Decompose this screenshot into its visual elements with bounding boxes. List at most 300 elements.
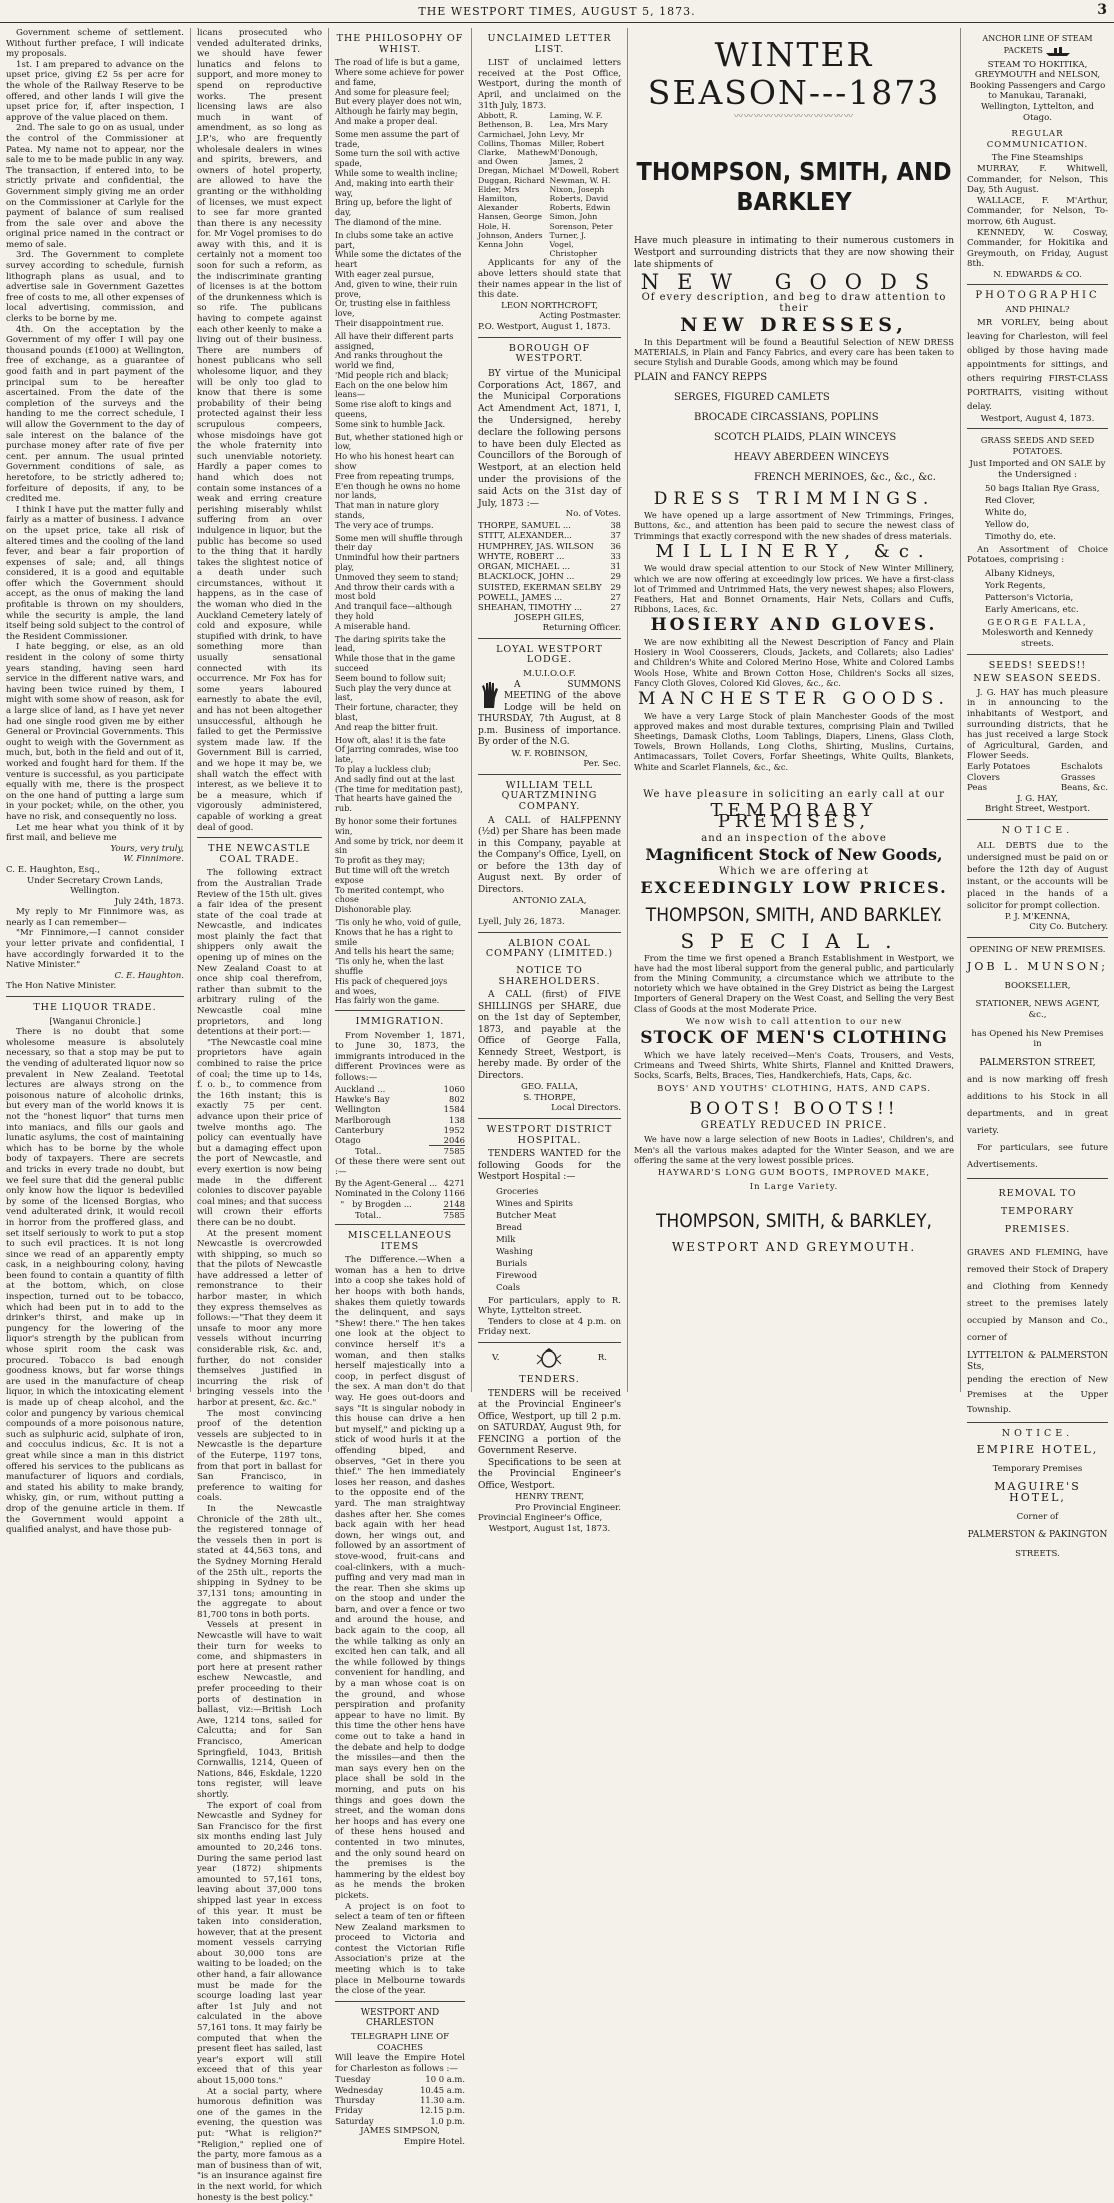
ship-item: WALLACE, F. M'Arthur, Commander, for Nelson, To-morrow, 6th August.: [967, 195, 1108, 227]
firm-name-2: THOMPSON, SMITH, AND BARKLEY.: [645, 903, 943, 926]
debts-text: ALL DEBTS due to the undersigned must be paid on or before the 12th day of August instant, or the accounts will be placed in the hands of a solicitor for prompt collection.: [967, 840, 1108, 911]
list-item: Peas: [967, 783, 988, 794]
special-heading: SPECIAL.: [680, 928, 908, 953]
divider: [478, 337, 621, 338]
page-number: 3: [1097, 2, 1108, 18]
hayward-text: HAYWARD'S LONG GUM BOOTS, IMPROVED MAKE,: [657, 1167, 931, 1178]
province-name: Marlborough: [335, 1114, 391, 1125]
masthead-title: THE WESTPORT TIMES, AUGUST 5, 1873.: [418, 5, 696, 18]
column-3: [328, 28, 471, 2147]
masthead: [0, 0, 1114, 23]
list-item: Burials: [496, 1258, 527, 1269]
list-item: Johnson, Anders: [478, 230, 543, 240]
list-item: Hamilton, Alexander: [478, 193, 519, 213]
coach-sub: TELEGRAPH LINE OF COACHES: [350, 2032, 450, 2053]
list-item: Clarke, Mathew and Owen: [478, 147, 550, 167]
candidate-votes: 37: [610, 530, 621, 541]
list-item: Albany Kidneys,: [985, 568, 1055, 579]
shareholders-heading: NOTICE TO SHAREHOLDERS.: [498, 964, 601, 987]
phinal-text: AND PHINAL?: [1005, 305, 1070, 316]
special-text: From the time we first opened a Branch Establishment in Westport, we have had the most liberal support from the general public, and particularly from the Mining Community, a circumstance which we attribute to the notoriety which we have obtained in the Grey District as being the Largest Importers of General Drapery on the West Coast, and Selling the very Best Class of Goods at the most Moderate Price.: [634, 952, 954, 1014]
boys-text: BOYS' AND YOUTHS' CLOTHING, HATS, AND CAPS.: [657, 1083, 931, 1094]
pakington-label: PALMERSTON & PAKINGTON: [967, 1530, 1108, 1541]
bookseller-label: BOOKSELLER,: [1004, 980, 1071, 991]
new-goods-heading: NEW GOODS: [640, 269, 948, 294]
hospital-text: TENDERS WANTED for the following Goods for the Westport Hospital :—: [478, 1149, 621, 1183]
list-item: Early Americans, etc.: [985, 604, 1079, 615]
list-item: Dregan, Michael: [478, 166, 544, 176]
signer-2: C. E. Haughton.: [114, 970, 184, 981]
pending-text: pending the erection of New Premises at the Upper Township.: [967, 1374, 1108, 1415]
table-row: [335, 1146, 465, 1157]
coal-para: The following extract from the Australian Trade Review of the 15th ult. gives a fair idea of the present state of the coal trade at Newcastle, and indicates most plainly the fact that shippers only await the opening up of mines on the New Zealand Coast to at once ship coal therefrom, rather than submit to the arbitrary ruling of the Newcastle coal mine proprietors, and long detentions at their port:—: [197, 868, 322, 1038]
divider: [6, 996, 184, 997]
opening-heading: OPENING OF NEW PREMISES.: [969, 943, 1106, 954]
list-item: Clovers: [967, 772, 1000, 783]
lodge-signer: W. F. ROBINSON,: [511, 748, 588, 759]
coal-para: Vessels at present in Newcastle will have to wait their turn for weeks to come, and shipmasters in port here at present rather eschew Newcastle, and prefer proceeding to their ports of destination in ballast, viz:—British Loch Awe, 1214 tons, sailed for Calcutta; and for San Francisco, American Springfield, 1043, British Cornwallis, 1214, Queen of Nations, 846, Eskdale, 1220 tons register, will leave shortly.: [197, 1620, 322, 1800]
table-row: [335, 1178, 465, 1188]
stanza: 'Tis only he who, void of guile, Knows that he has a right to smile And tells his heart the same; 'Tis only he, when the last shuffle His pack of chequered joys and woes, Has fairly won the game.: [335, 916, 462, 1006]
letters-signer: LEON NORTHCROFT,: [501, 300, 598, 311]
wavy-divider: 〰〰〰〰〰〰〰〰〰〰〰〰: [733, 112, 854, 122]
column-4: [471, 28, 627, 1534]
coach-table: [335, 2074, 465, 2125]
letters-heading: UNCLAIMED LETTER LIST.: [487, 33, 612, 55]
candidate-votes: 27: [610, 602, 621, 613]
coal-para: "The Newcastle coal mine proprietors have again combined to raise the price of coal; the time up to 14s, f. o. b., to commence from the 16th instant; this is exactly 75 per cent. advance upon their price of twelve months ago. The policy can eventually have but a damaging effect upon the port of Newcastle, and every exertion is now being made in the different colonies to discover payable coal mines; and that success will crown their efforts there can be no doubt.: [197, 1037, 322, 1228]
divider: [967, 1422, 1108, 1423]
coach-day: Wednesday: [335, 2084, 383, 2095]
table-row: [335, 2116, 465, 2126]
potatoes-text: An Assortment of Choice Potatoes, comprising :: [967, 544, 1108, 566]
list-item: Roberts, Edwin: [549, 203, 611, 213]
list-item: Timothy do, ete.: [985, 531, 1056, 542]
sale-text: Just Imported and ON SALE by the Undersigned :: [969, 459, 1106, 481]
addressee-title: Under Secretary Crown Lands, Wellington.: [27, 875, 163, 897]
opened-text: has Opened his New Premises in: [971, 1028, 1104, 1050]
coal-heading: THE NEWCASTLE COAL TRADE.: [208, 843, 311, 865]
coach-time: 11.30 a.m.: [420, 2095, 465, 2106]
fabric-item: PLAIN and FANCY REPPS: [634, 371, 768, 383]
list-item: Turner, J.: [549, 230, 586, 240]
list-item: Carmichael, John: [478, 129, 547, 139]
province-name: Wellington: [335, 1104, 381, 1115]
intro-text: Have much pleasure in intimating to their numerous customers in Westport and surrounding districts that they are now showing their late shipments of: [634, 235, 954, 270]
col1-para: 4th. On the acceptation by the Government of my offer I will pay one thousand pounds (£1000) at Wellington, free of exchange, as a guarantee of good faith and in part payment of the principal sum to be hereafter ascertained. From the date of the completion of the surveys and the handing to me the correct schedule, I will allow the Government to the day of sale interest on the balance of the purchase money after rate of five per cent. per annum. The usual printed Government conditions of sale, as heretofore, to be strictly adhered to; forfeiture of deposits, if any, to be credited me.: [6, 324, 184, 505]
edwards-label: N. EDWARDS & CO.: [993, 269, 1082, 280]
immigration-table: [335, 1084, 465, 1157]
candidate-votes: 33: [610, 550, 621, 561]
signer: W. Finnimore.: [123, 854, 184, 865]
province-name: Auckland ...: [335, 1083, 386, 1094]
candidate-name: ORGAN, MICHAEL ...: [478, 561, 570, 572]
list-item: Beans, &c.: [1060, 783, 1108, 794]
list-item: Duggan, Richard: [478, 175, 546, 185]
reply-text: My reply to Mr Finnimore was, as nearly as I can remember—: [6, 907, 184, 928]
misc-para: The Difference.—When a woman has a hen to drive into a coop she takes hold of her hoops with both hands, shakes them quietly towards the delinquent, and says "Shew! there." The hen takes one look at the object to convince herself it's a woman, and then stalks herself majestically into a coop, in perfect disgust of the sex. A man don't do that way. He goes out-doors and says "It is singular nobody in this house can drive a hen but myself," and picking up a stick of wood hurls it at the offending biped, and observes, "Get in there you thief." The hen immediately loses her reason, and dashes to the opposite end of the yard. The man straightway dashes after her. She comes back again with her head down, her wings out, and followed by an assortment of stove-wood, fruit-cans and coal-clinkers, with a much-puffing and very mad man in the rear. Then she skims up on the stoop and under the barn, and over a fence or two and around the house, and back again to the coop, all the while talking as only an excited hen can talk, and all the while followed by things convenient for handling, and by a man whose coat is on the ground, and whose perspiration and profanity appear to have no limit. By this time the other hens have come out to take a hand in the debate and help to dodge the missiles—and then the man says every hen on the place shall be sold in the morning, and puts on his things and goes down the street, and the woman dons her hoops and has every one of these hens housed and contented in two minutes, and the only sound heard on the premises is the hammering by the eldest boy as he mends the broken pickets.: [335, 1255, 465, 1901]
photographic-heading: PHOTOGRAPHIC: [975, 290, 1100, 302]
list-item: Groceries: [496, 1186, 539, 1197]
list-item: Levy, Mr: [549, 129, 584, 139]
grass-heading: GRASS SEEDS AND SEED POTATOES.: [980, 435, 1095, 456]
stanza: But, whether stationed high or low, Ho who his honest heart can show Free from repeating trumps, E'en though he owns no home nor lands, That man in nature glory stands, The very ace of trumps.: [335, 431, 463, 530]
table-row: [335, 1209, 465, 1220]
reduced-text: GREATLY REDUCED IN PRICE.: [700, 1119, 888, 1131]
divider: [335, 2001, 465, 2002]
list-item: Hansen, George: [478, 212, 542, 222]
coach-day: Thursday: [335, 2095, 375, 2106]
col2-para: licans prosecuted who vended adulterated drinks, we should have fewer lunatics and felons to support, and more money to spend on reproductive works. The present licensing laws are also much in want of amendment, as so long as J.P.'s, who are frequently wholesale dealers in wines and spirits, brewers, and owners of hotel property, are allowed to have the granting or the withholding of licenses, we must expect to see far more granted than there is any necessity for. Mr Vogel promises to do away with this, and it is certainly not a moment too soon for such a reform, as the indiscriminate granting of licenses is at the bottom of the drunkenness which is so rife. The publicans having to compete against each other keenly to make a living out of their business. There are numbers of honest publicans who sell wholesome liquor, and they will be only too glad to know that there is some probability of their being protected against their less scrupulous compeers, whose misdoings have got the whole fraternity into such unenviable notoriety. Hardly a paper comes to hand which does not contain some instances of a weak and erring creature perishing miserably whilst suffering from an over indulgence in liquor, but the public has become so used to the thing that it hardly takes the slightest notice of a death under such circumstances, without it happens, as in the case of the woman who died in the Auckland Cemetery lately of cold and exposure, while stupified with drink, to have something more than usually sensational connected with its occurrence. Mr Fox has for some years laboured earnestly to abate the evil, and has not been altogether unsuccessful, although he failed to get the Permissive system made law. If the Government Bill is carried, and we hope it may be, we shall watch the effect with interest, as we believe it to be a measure, which if vigorously administered, capable of working a great deal of good.: [197, 28, 322, 833]
clothing-text: Which we have lately received—Men's Coats, Trousers, and Vests, Crimeans and Tweed Shirts, White Shirts, Flannel and Knitted Drawers, Socks, Scarfs, Belts, Braces, Ties, Handkerchiefs, Hats, Caps, &c.: [634, 1049, 954, 1081]
coal-para: At a social party, where humorous definition was one of the games in the evening, the question was put: "What is religion?" "Religion," replied one of the party, more famous as a man of business than of wit, "is an insurance against fire in the next world, for which honesty is the best policy.": [197, 2086, 322, 2203]
marking-text: and is now marking off fresh additions to his Stock in all departments, and in great variety.: [967, 1075, 1108, 1137]
divider: [967, 428, 1108, 429]
coal-para: The export of coal from Newcastle and Sydney for San Francisco for the first six months ending last July amounted to 20,246 tons. During the same period last year (1872) shipments amounted to 57,161 tons, leaving about 37,000 tons shipped last year in excess of this year. It must be taken into consideration, however, that at the present moment vessels carrying about 30,000 tons are waiting to be loaded; on the other hand, a fair allowance must be made for the scourge loading last year after 1st July and not calculated in the above 57,161 tons. It may fairly be computed that when the present fleet has sailed, last year's export will still exceed that of this year about 15,000 tons.": [197, 1800, 322, 2086]
col1-para: I hate begging, or else, as an old resident in the colony of some thirty years standing, having seen hard service in the different native wars, and having been twice ruined by them, I might with some show of reason, ask for a large slice of land, as I have yet never had one single rood given me by either General or Provincial Governments. This ought to weigh with the Government as much, but, both in the field and out of it, worked and fought hard for them. If the venture is successful, as you participate equally with me, there is the prospect on the one hand of putting a large sum in your pocket; while, on the other, you have no risk, and consequently no loss.: [6, 642, 184, 822]
addressee: C. E. Haughton, Esq.,: [6, 864, 100, 875]
temporary-premises-label: Temporary Premises: [992, 1463, 1083, 1474]
coach-time: 1.0 p.m.: [430, 2115, 465, 2126]
list-item: Laming, W. F.: [549, 111, 603, 121]
list-item: Early Potatoes: [967, 761, 1031, 772]
hay-right: [1061, 762, 1108, 794]
millinery-text: We would draw special attention to our Stock of New Winter Millinery, which we are now offering at exceedingly low prices. We have a first-class lot of Trimmed and Untrimmed Hats, the very newest shapes; also Flowers, Feathers, Hat and Bonnet Ornaments, Hair Nets, Collars and Cuffs, Ribbons, Laces, &c.: [634, 563, 954, 615]
list-item: Vogel, Christopher: [549, 240, 597, 259]
stationer-label: STATIONER, NEWS AGENT, &c.,: [975, 999, 1100, 1021]
tenders-spec: Specifications to be seen at the Provincial Engineer's Office, Westport.: [478, 1457, 621, 1491]
lodge-signer-title: Per. Sec.: [583, 759, 621, 770]
divider: [478, 1342, 621, 1343]
letters-left: [478, 111, 550, 258]
province-name: Hawke's Bay: [335, 1093, 390, 1104]
divider: [197, 837, 322, 838]
table-row: [335, 2085, 465, 2095]
hay-list: [967, 762, 1108, 794]
seeds-heading: SEEDS! SEEDS!!: [988, 659, 1087, 671]
soliciting-text: We have pleasure in soliciting an early call at our: [643, 788, 945, 800]
source-name: By the Agent-General ...: [335, 1177, 438, 1188]
candidate-name: SHEAHAN, TIMOTHY ...: [478, 602, 583, 613]
source-name: " by Brogden ...: [335, 1198, 412, 1209]
province-value: 1584: [443, 1104, 465, 1115]
quote-text: "Mr Finnimore,—I cannot consider your letter private and confidential, I have accordingly forwarded it to the Native Minister.": [6, 928, 184, 971]
hospital-close: Tenders to close at 4 p.m. on Friday next.: [478, 1316, 621, 1338]
coach-place: Empire Hotel.: [403, 2136, 465, 2147]
table-row: [335, 1188, 465, 1198]
col1-para: 2nd. The sale to go on as usual, under the control of the Commissioner at Patea. My name not to appear, nor the sale to me to be made public in any way. The transaction, if entered into, to be strictly private and confidential, the Government simply giving me an order on the Commissioner at Carlyle for the payment of balance of sum realised from the sale over and above the original price named in the contract or memo of sale.: [6, 123, 184, 250]
divider: [478, 638, 621, 639]
list-item: Washing: [496, 1246, 533, 1257]
col1-para: 3rd. The Government to complete survey according to schedule, furnish lithograph plans as usual, and to advertise sale in Government Gazettes free of costs to me, all other expenses of local advertising, commission, and clerks to be borne by me.: [6, 250, 184, 325]
notice-heading-2: NOTICE.: [1001, 1427, 1074, 1439]
table-row: [478, 571, 621, 581]
quartz-heading: WILLIAM TELL QUARTZMINING COMPANY.: [501, 779, 598, 812]
boots-heading: BOOTS! BOOTS!!: [689, 1099, 899, 1120]
coalco-signer-2: S. THORPE,: [523, 1092, 576, 1103]
fabric-item: SERGES, FIGURED CAMLETS: [674, 391, 830, 403]
list-item: Butcher Meat: [496, 1210, 557, 1221]
fabric-item: FRENCH MERINOES, &c., &c., &c.: [754, 471, 936, 483]
notice-heading: NOTICE.: [1001, 824, 1074, 836]
quartz-date: Lyell, July 26, 1873.: [478, 917, 565, 928]
removal-heading: REMOVAL TO TEMPORARY PREMISES.: [998, 1188, 1077, 1236]
table-row: [478, 602, 621, 612]
immigration-heading: IMMIGRATION.: [355, 1016, 445, 1028]
hay-signer: J. G. HAY,: [1017, 793, 1058, 804]
corner-label: Corner of: [1016, 1511, 1059, 1522]
stanza: All have their different parts assigned, And ranks throughout the world we find, 'Mid people rich and black; Each on the one below him leans— Some rise aloft to kings and queens, Some sink to humble Jack.: [335, 330, 454, 429]
candidate-votes: 29: [610, 571, 621, 582]
future-text: For particulars, see future Advertisements.: [967, 1143, 1108, 1171]
stanza: In clubs some take an active part, While some the dictates of the heart With eager zeal pursue, And, given to wine, their ruin prove, Or, trusting else in faithless love, Their disappointment rue.: [335, 229, 462, 328]
candidate-name: HUMPHREY, JAS. WILSON: [478, 540, 594, 551]
coach-signer: JAMES SIMPSON,: [360, 2125, 440, 2136]
coal-para: In the Newcastle Chronicle of the 28th ult., the registered tonnage of the vessels then in port is stated at 44,563 tons, and the Sydney Morning Herald of the 25th ult., reports the shipping in Sydney to be 37,131 tons; amounting in the aggregate to about 81,700 tons in both ports.: [197, 1503, 322, 1620]
hay-text: J. G. HAY has much pleasure in in announcing to the inhabitants of Westport, and surrounding districts, that he has just received a large Stock of Agricultural, Garden, and Flower Seeds.: [967, 687, 1108, 762]
borough-heading: BOROUGH OF WESTPORT.: [508, 342, 591, 365]
palmerston-label: PALMERSTON STREET,: [979, 1056, 1096, 1068]
anchor-text: ANCHOR LINE OF STEAM PACKETS: [982, 34, 1093, 55]
list-item: Miller, Robert: [549, 138, 605, 148]
candidate-name: POWELL, JAMES ...: [478, 591, 563, 602]
coach-day: Saturday: [335, 2115, 374, 2126]
tenders-date: Westport, August 1st, 1873.: [488, 1523, 611, 1534]
table-row: [478, 520, 621, 530]
streets-label: STREETS.: [1015, 1548, 1060, 1559]
wish-text: We now wish to call attention to our new: [685, 1016, 903, 1027]
table-row: [478, 541, 621, 551]
votes-table: [478, 520, 621, 613]
candidate-votes: 36: [610, 540, 621, 551]
list-item: Lea, Mrs Mary: [549, 120, 608, 130]
letters-right: [550, 111, 622, 258]
lodge-text: A SUMMONS MEETING of the above Lodge will be held on THURSDAY, 7th August, at 8 p.m. Business of importance. By order of the N.G.: [478, 679, 621, 748]
list-item: Red Clover,: [985, 495, 1036, 506]
table-row: [335, 1084, 465, 1094]
season-heading: WINTER SEASON---1873: [647, 35, 941, 112]
list-item: Firewood: [496, 1270, 538, 1281]
list-item: Milk: [496, 1234, 516, 1245]
millinery-heading: MILLINERY, &c.: [655, 540, 933, 562]
candidate-votes: 29: [610, 581, 621, 592]
coalco-signer: GEO. FALLA,: [521, 1082, 578, 1093]
stanza: The daring spirits take the lead, While those that in the game succeed Seem bound to follow suit; Such play the very dunce at last, Their fortune, character, they blast, And reap the bitter fruit.: [335, 633, 458, 732]
list-item: Roberts, David: [549, 193, 609, 203]
list-item: Bethenson, B.: [478, 120, 534, 130]
coach-time: 10.45 a.m.: [420, 2084, 465, 2095]
total-value: 7585: [429, 1146, 465, 1157]
candidate-name: SUISTED, EKERMAN SELBY: [478, 581, 602, 592]
offering-text: Which we are offering at: [719, 865, 869, 877]
addressee-3: The Hon Native Minister.: [6, 981, 117, 992]
col1-para: 1st. I am prepared to advance on the upset price, giving £2 5s per acre for the whole of the Railway Reserve to be offered, and other lands I will give the upset price for, if, after inspection, I approve of the value placed on them.: [6, 59, 184, 123]
source-value: 4271: [443, 1177, 465, 1188]
hospital-items: [496, 1186, 621, 1294]
coalco-text: A CALL (first) of FIVE SHILLINGS per SHARE, due on the 1st day of September, 1873, and payable at the Office of George Falla, Kennedy Street, Westport, is hereby made. By order of the Directors.: [478, 990, 621, 1081]
list-item: York Regents,: [985, 580, 1046, 591]
list-item: Abbott, R.: [478, 111, 518, 121]
table-row: [335, 1199, 465, 1210]
immigration-mid: Of these there were sent out :—: [335, 1156, 465, 1178]
province-value: 138: [449, 1114, 465, 1125]
tenders-heading: TENDERS.: [519, 1374, 580, 1386]
clothing-heading: STOCK OF MEN'S CLOTHING: [640, 1028, 948, 1049]
hosiery-heading: HOSIERY AND GLOVES.: [650, 615, 938, 636]
province-name: Canterbury: [335, 1124, 384, 1135]
divider: [478, 1118, 621, 1119]
firm-name-3: THOMPSON, SMITH, & BARKLEY,: [656, 1210, 932, 1233]
table-row: [335, 1094, 465, 1104]
total-label: Total..: [355, 1209, 382, 1220]
list-item: Sorenson, Peter: [549, 221, 613, 231]
new-dresses-heading: NEW DRESSES,: [680, 314, 908, 337]
graves-text: GRAVES AND FLEMING, have removed their Stock of Drapery and Clothing from Kennedy street to the premises lately occupied by Manson and Co., corner of: [967, 1248, 1108, 1344]
tenders-text: TENDERS will be received at the Provincial Engineer's Office, Westport, up till 2 p.m. on SATURDAY, August 9th, for FENCING a portion of the Government Reserve.: [478, 1388, 621, 1457]
candidate-votes: 31: [610, 561, 621, 572]
list-item: Elder, Mrs: [478, 184, 520, 194]
regular-heading: REGULAR COMMUNICATION.: [986, 129, 1089, 150]
fabric-list: [634, 368, 954, 488]
letter-date: July 24th, 1873.: [114, 896, 184, 907]
coach-heading: WESTPORT AND CHARLESTON: [360, 2007, 440, 2029]
list-item: Newman, W. H.: [549, 175, 611, 185]
misc-heading: MISCELLANEOUS ITEMS: [347, 1230, 453, 1252]
divider: [967, 284, 1108, 285]
stanza: By honor some their fortunes win, And some by trick, nor deem it sin To profit as they may; But time will oft the wretch expose To merited contempt, who chose Dishonorable play.: [335, 815, 464, 915]
source-name: Nominated in the Colony: [335, 1188, 442, 1199]
signoff: Yours, very truly,: [110, 843, 184, 854]
candidate-name: THORPE, SAMUEL ...: [478, 519, 571, 530]
list-item: Yellow do,: [985, 519, 1030, 530]
divider: [967, 1178, 1108, 1179]
empire-hotel: EMPIRE HOTEL,: [976, 1443, 1099, 1457]
list-item: M'Donough, James, 2: [549, 147, 598, 167]
coal-para: At the present moment Newcastle is overcrowded with shipping, so much so that the pilots of Newcastle have addressed a letter of remonstrance to their harbor master, in which they express themselves as follows:—"That they deem it unsafe to moor any more vessels without incurring considerable risk, &c. and, further, do not consider themselves justified in incurring the risk of bringing vessels into the harbor at present, &c. &c.": [197, 1228, 322, 1408]
table-row: [478, 551, 621, 561]
ship-item: KENNEDY, W. Cosway, Commander, for Hokitika and Greymouth, on Friday, August 8th.: [967, 227, 1108, 270]
column-6: [960, 28, 1114, 1559]
table-row: [478, 561, 621, 571]
temporary-premises-heading: TEMPORARY PREMISES,: [710, 800, 878, 832]
coach-intro: Will leave the Empire Hotel for Charleston as follows :—: [335, 2053, 465, 2074]
votes-signer: JOSEPH GILES,: [514, 612, 585, 623]
letters-list: [478, 111, 621, 258]
hospital-heading: WESTPORT DISTRICT HOSPITAL.: [486, 1123, 613, 1146]
liquor-heading: THE LIQUOR TRADE.: [33, 1002, 157, 1014]
list-item: Wines and Spirits: [496, 1198, 573, 1209]
letters-signer-title: Acting Postmaster.: [539, 311, 621, 322]
column-2: [190, 28, 328, 2203]
lodge-heading: LOYAL WESTPORT LODGE.: [496, 643, 603, 666]
every-text: Of every description, and beg to draw attention to their: [641, 292, 947, 314]
coach-time: 10 0 a.m.: [425, 2074, 465, 2085]
list-item: White do,: [985, 507, 1027, 518]
list-item: Simon, John: [549, 212, 598, 222]
quartz-signer: ANTONIO ZALA,: [512, 896, 587, 907]
votes-label: No. of Votes.: [565, 509, 621, 520]
candidate-name: WHYTE, ROBERT ...: [478, 550, 565, 561]
tenders-office: Provincial Engineer's Office,: [478, 1513, 603, 1524]
coach-day: Friday: [335, 2105, 363, 2116]
steam-text: STEAM TO HOKITIKA, GREYMOUTH and NELSON, Booking Passengers and Cargo to Manukau, Taranaki, Wellington, Lyttelton, and Otago.: [969, 59, 1106, 123]
immigration-table-2: [335, 1178, 465, 1220]
divider: [335, 1224, 465, 1225]
lyttelton-label: LYTTELTON & PALMERSTON Sts,: [967, 1351, 1108, 1373]
magnificent-heading: Magnificent Stock of New Goods,: [645, 845, 943, 865]
liquor-source: [Wanganui Chronicle.]: [49, 1016, 141, 1026]
province-value: 1952: [443, 1124, 465, 1135]
table-row: [478, 592, 621, 602]
source-value: 2148: [443, 1198, 465, 1209]
col1-para: Government scheme of settlement. Without further preface, I will indicate my proposals.: [6, 28, 184, 60]
stanza: Some men assume the part of trade, Some turn the soil with active spade, While some to wealth incline; And, making into earth their way, Bring up, before the light of day, The diamond of the mine.: [335, 128, 460, 227]
hosiery-text: We are now exhibiting all the Newest Description of Fancy and Plain Hosiery in Wool Coosserers, Clouds, Jackets, and Collarets; also Ladies' and Children's White and Colored Merino Hose, White and Colored Lambs Wools Hose, White and Brown Cotton Hose, Children's Socks all sizes, Fancy Cloth Gloves, Colored Kid Gloves, &c., &c.: [634, 636, 954, 688]
table-row: [335, 2074, 465, 2084]
hand-emblem-icon: [478, 680, 500, 710]
table-row: [335, 1104, 465, 1114]
coal-para: The most convincing proof of the detention vessels are subjected to in Newcastle is the departure of the Euterpe, 1197 tons, from that port in ballast for San Francisco, in preference to waiting for coals.: [197, 1408, 322, 1504]
coalco-heading: ALBION COAL COMPANY (LIMITED.): [485, 937, 614, 960]
quartz-text: A CALL of HALFPENNY (½d) per Share has been made in this Company, payable at the Company's Office, Lyell, on or before the 13th day of August next. By order of Directors.: [478, 815, 621, 895]
maguire-hotel: MAGUIRE'S HOTEL,: [994, 1480, 1081, 1504]
list-item: Patterson's Victoria,: [985, 592, 1074, 603]
vr-left: V.: [492, 1352, 500, 1363]
stanza: How oft, alas! it is the fate Of jarring comrades, wise too late, To play a luckless club; And sadly find out at the last (The time for meditation past), That hearts have gained the rub.: [335, 734, 463, 814]
list-item: Bread: [496, 1222, 523, 1233]
province-value: 1060: [443, 1083, 465, 1094]
trimmings-heading: DRESS TRIMMINGS.: [653, 488, 935, 509]
letters-note: Applicants for any of the above letters should state that their names appear in the list of this date.: [478, 258, 621, 301]
list-item: M'Dowell, Robert: [549, 166, 619, 176]
vorley-date: Westport, August 4, 1873.: [980, 413, 1095, 424]
list-item: Hole, H.: [478, 221, 511, 231]
coalco-signer-title: Local Directors.: [551, 1103, 621, 1114]
divider: [967, 654, 1108, 655]
table-row: [335, 2095, 465, 2105]
stanza: Some men will shuffle through their day Unmindful how their partners play, Unmoved they seem to stand; And throw their cards with a most bold And tranquil face—although they hold A miserable hand.: [335, 532, 463, 631]
boots-text: We have now a large selection of new Boots in Ladies', Children's, and Men's all the various makes adapted for the Winter Season, and we are offering the same at the very lowest possible prices.: [634, 1134, 954, 1165]
list-item: Eschalots: [1060, 761, 1103, 772]
divider: [335, 1010, 465, 1011]
inspection-text: and an inspection of the above: [701, 832, 887, 844]
votes-signer-title: Returning Officer.: [542, 623, 621, 634]
candidate-votes: 38: [610, 519, 621, 530]
candidate-name: STITT, ALEXANDER...: [478, 530, 572, 541]
candidate-votes: 27: [610, 591, 621, 602]
falla-name: GEORGE FALLA,: [987, 617, 1088, 628]
variety-text: In Large Variety.: [749, 1181, 839, 1192]
table-row: [335, 2105, 465, 2115]
source-value: 1166: [443, 1188, 465, 1199]
column-5: [627, 28, 960, 1392]
col1-para: I think I have put the matter fully and fairly as a matter of business. I advance on the upset price, take all risk of altered times and the cooling of the land fever, and bear a fair proportion of expenses of sale; and, all things considered, it is a good and equitable offer which the Government should accept, as the onus of making the land profitable is thrown on my shoulders, while the security is ample, the land itself being sold subject to the control of the Resident Commissioner.: [6, 504, 184, 642]
list-item: Coals: [496, 1282, 521, 1293]
list-item: Collins, Thomas: [478, 138, 542, 148]
table-row: [478, 582, 621, 592]
potato-list: [985, 568, 1108, 616]
province-name: Otago: [335, 1135, 361, 1146]
seed-list: [985, 483, 1108, 543]
table-row: [335, 1135, 465, 1146]
misc-para: A project is on foot to select a team of ten or fifteen New Zealand marksmen to proceed to Victoria and contest the Victorian Rifle Association's prize at the meeting which is to take place in Melbourne towards the close of the year.: [335, 1901, 465, 1997]
royal-crest-icon: [534, 1347, 564, 1369]
list-item: Nixon, Joseph: [549, 184, 605, 194]
letters-date: P.O. Westport, August 1, 1873.: [478, 321, 611, 332]
fabric-item: SCOTCH PLAIDS, PLAIN WINCEYS: [714, 431, 897, 443]
total-label: Total..: [355, 1146, 382, 1157]
province-value: 2046: [443, 1135, 465, 1146]
